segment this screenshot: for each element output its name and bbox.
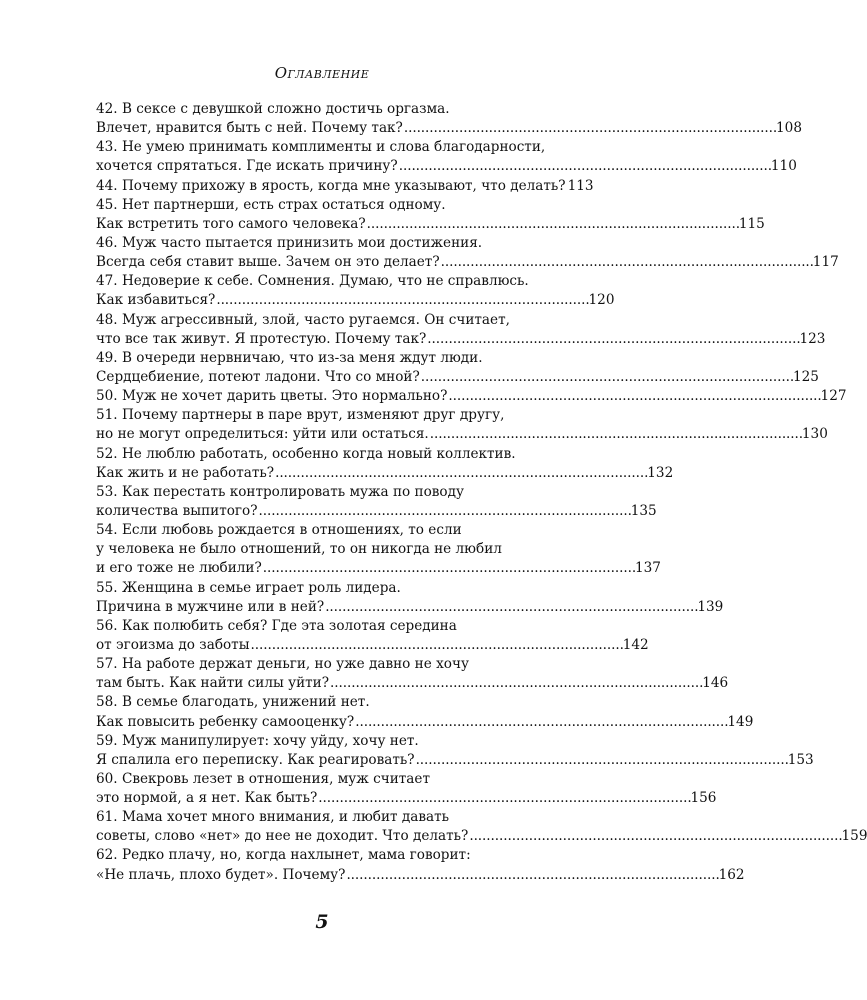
toc-entry-text: Как встретить того самого человека? [96, 215, 366, 232]
dot-leader [346, 866, 717, 885]
toc-entry-line [96, 827, 867, 846]
dot-leader [325, 598, 696, 617]
toc-entry [96, 579, 724, 617]
dot-leader [367, 215, 738, 234]
toc-entry-line [96, 157, 797, 176]
toc-entry-text: 59. Муж манипулирует: хочу уйду, хочу нет. [96, 732, 419, 749]
toc-entry-text: там быть. Как найти силы уйти? [96, 675, 330, 692]
toc-page-number: 139 [697, 598, 724, 615]
dot-leader [251, 636, 622, 655]
dot-leader [330, 674, 701, 693]
toc-entry-line [96, 693, 542, 712]
toc-page-number: 149 [727, 713, 754, 730]
toc-entry-line [96, 617, 542, 636]
toc-page-number: 159 [841, 828, 867, 845]
toc-entry-text: 55. Женщина в семье играет роль лидера. [96, 579, 401, 596]
toc-entry-line [96, 751, 814, 770]
toc-entry-line [96, 846, 542, 865]
toc-entry [96, 445, 674, 483]
toc-page-number: 110 [770, 158, 797, 175]
toc-page-number: 137 [634, 560, 661, 577]
toc-entry-text: что все так живут. Я протестую. Почему так? [96, 330, 427, 347]
toc-entry-text: Как избавиться? [96, 292, 216, 309]
toc-entry-line [96, 291, 615, 310]
toc-entry-line [96, 655, 542, 674]
toc-entry-line [96, 713, 754, 732]
toc-entry-line [96, 770, 542, 789]
toc-page-number: 113 [567, 177, 594, 194]
toc-entry [96, 387, 847, 406]
toc-entry-text: 44. Почему прихожу в ярость, когда мне указывают, что делать? [96, 177, 566, 194]
page-number: 5 [315, 911, 329, 933]
toc-entry [96, 272, 615, 310]
toc-entry-text: от эгоизма до заботы [96, 636, 250, 653]
toc-entry-line [96, 387, 847, 406]
toc-entry-line [96, 540, 542, 559]
dot-leader [263, 559, 634, 578]
toc-entry-text: Причина в мужчине или в ней? [96, 598, 325, 615]
toc-page-number: 125 [792, 368, 819, 385]
toc-page-number: 142 [622, 636, 649, 653]
toc-entry-line [96, 789, 717, 808]
toc-entry-line [96, 138, 546, 157]
toc-entry [96, 693, 754, 731]
dot-leader [216, 291, 587, 310]
toc-entry-line [96, 368, 819, 387]
toc-entry-text: 56. Как полюбить себя? Где эта золотая середина [96, 617, 457, 634]
dot-leader [404, 119, 775, 138]
toc-entry-text: 57. На работе держат деньги, но уже давно не хочу [96, 656, 469, 673]
toc-entry-line [96, 272, 542, 291]
toc-entry-text: 60. Свекровь лезет в отношения, муж считает [96, 770, 430, 787]
toc-entry-line [96, 425, 828, 444]
toc-entry-line [96, 636, 649, 655]
dot-leader [416, 751, 787, 770]
toc-entry [96, 846, 745, 884]
toc-entry [96, 100, 802, 138]
toc-page-number: 156 [690, 790, 717, 807]
dot-leader [421, 368, 792, 387]
toc-entry-text: Влечет, нравится быть с ней. Почему так? [96, 120, 403, 137]
toc-entry [96, 617, 649, 655]
toc-entry-line [96, 196, 542, 215]
toc-entry [96, 196, 765, 234]
toc-entry [96, 349, 819, 387]
toc-entry [96, 732, 814, 770]
toc-entry-line [96, 808, 542, 827]
toc-entry-line [96, 483, 542, 502]
toc-entry-line [96, 349, 542, 368]
toc-entry-text: Как жить и не работать? [96, 464, 275, 481]
toc-entry-text: 51. Почему партнеры в паре врут, изменяют друг другу, [96, 407, 505, 424]
toc-entry-line [96, 311, 542, 330]
toc-entry-text: количества выпитого? [96, 502, 258, 519]
toc-page-number: 120 [588, 292, 615, 309]
toc-entry-line [96, 464, 674, 483]
toc-page-number: 117 [812, 254, 839, 271]
toc-entry [96, 655, 729, 693]
toc-entry [96, 483, 657, 521]
toc-entry-text: но не могут определиться: уйти или остаться. [96, 426, 429, 443]
toc-page-number: 123 [799, 330, 826, 347]
toc-entry-text: Как повысить ребенку самооценку? [96, 713, 355, 730]
toc-entry [96, 234, 839, 272]
toc-page-number: 115 [738, 215, 765, 232]
toc-entry [96, 138, 797, 176]
toc-entry-text: Всегда себя ставит выше. Зачем он это делает? [96, 254, 440, 271]
toc-entry [96, 770, 717, 808]
toc-entry-line [96, 215, 765, 234]
toc-page-number: 127 [820, 388, 847, 405]
dot-leader [427, 330, 798, 349]
toc-entry-text: у человека не было отношений, то он никогда не любил [96, 541, 502, 558]
toc-entry-text: Сердцебиение, потеют ладони. Что со мной? [96, 368, 420, 385]
toc-entry-line [96, 598, 724, 617]
dot-leader [448, 387, 819, 406]
toc-entry-text: 43. Не умею принимать комплименты и слова благодарности, [96, 139, 546, 156]
toc-entry-text: 49. В очереди нервничаю, что из-за меня ждут люди. [96, 349, 483, 366]
toc-entry-line [96, 445, 542, 464]
toc-entry-line [96, 732, 542, 751]
toc-page-number: 108 [776, 120, 802, 137]
dot-leader [318, 789, 689, 808]
toc-page-number: 162 [718, 866, 745, 883]
toc-entry-line [96, 406, 542, 425]
toc-entry-line [96, 253, 839, 272]
toc-entry-text: 45. Нет партнерши, есть страх остаться одному. [96, 196, 446, 213]
toc-entry-line [96, 559, 661, 578]
toc-entry-text: 47. Недоверие к себе. Сомнения. Думаю, что не справлюсь. [96, 273, 529, 290]
dot-leader [469, 827, 840, 846]
dot-leader [430, 425, 801, 444]
toc-page-number: 153 [787, 751, 814, 768]
toc-entry-line [96, 330, 826, 349]
toc-entry-text: 61. Мама хочет много внимания, и любит давать [96, 809, 450, 826]
dot-leader [355, 713, 726, 732]
toc-entry-text: 42. В сексе с девушкой сложно достичь оргазма. [96, 101, 450, 117]
toc-entry-text: 54. Если любовь рождается в отношениях, то если [96, 522, 462, 539]
toc-entry [96, 808, 867, 846]
toc-entry-line [96, 119, 802, 138]
toc-entry [96, 177, 594, 196]
toc-entry-line [96, 100, 542, 119]
toc-entry-line [96, 579, 542, 598]
toc-entry-line [96, 502, 657, 521]
toc-entry-line [96, 866, 745, 885]
dot-leader [441, 253, 812, 272]
toc-entry-text: 48. Муж агрессивный, злой, часто ругаемся. Он считает, [96, 311, 510, 328]
dot-leader [399, 157, 770, 176]
toc-entry-text: 50. Муж не хочет дарить цветы. Это нормально? [96, 388, 448, 405]
toc-entry-text: Я спалила его переписку. Как реагировать? [96, 751, 415, 768]
toc-entry-text: и его тоже не любили? [96, 560, 262, 577]
toc-entry-text: 53. Как перестать контролировать мужа по поводу [96, 483, 464, 500]
toc-entry-line [96, 521, 542, 540]
toc-entry-text: хочется спрятаться. Где искать причину? [96, 158, 398, 175]
toc-entry [96, 521, 661, 578]
toc-entry-text: «Не плачь, плохо будет». Почему? [96, 866, 346, 883]
toc-entry [96, 311, 826, 349]
toc-page-number: 132 [647, 464, 674, 481]
dot-leader [259, 502, 630, 521]
toc-entry-line [96, 177, 594, 196]
toc-entry-text: это нормой, а я нет. Как быть? [96, 790, 318, 807]
toc-entry-text: советы, слово «нет» до нее не доходит. Что делать? [96, 828, 469, 845]
toc-page-number: 135 [630, 502, 657, 519]
toc-page-number: 146 [702, 675, 729, 692]
toc-entry-text: 46. Муж часто пытается принизить мои достижения. [96, 234, 483, 251]
toc-entry-text: 58. В семье благодать, унижений нет. [96, 694, 370, 711]
dot-leader [275, 464, 646, 483]
toc-entry-text: 52. Не люблю работать, особенно когда новый коллектив. [96, 445, 516, 462]
toc-entry-line [96, 234, 542, 253]
toc-page-number: 130 [801, 426, 828, 443]
toc-entry-line [96, 674, 729, 693]
table-of-contents [96, 100, 867, 885]
toc-entry-text: 62. Редко плачу, но, когда нахлынет, мама говорит: [96, 847, 471, 864]
page-header: Оглавление [274, 64, 370, 82]
toc-entry [96, 406, 828, 444]
